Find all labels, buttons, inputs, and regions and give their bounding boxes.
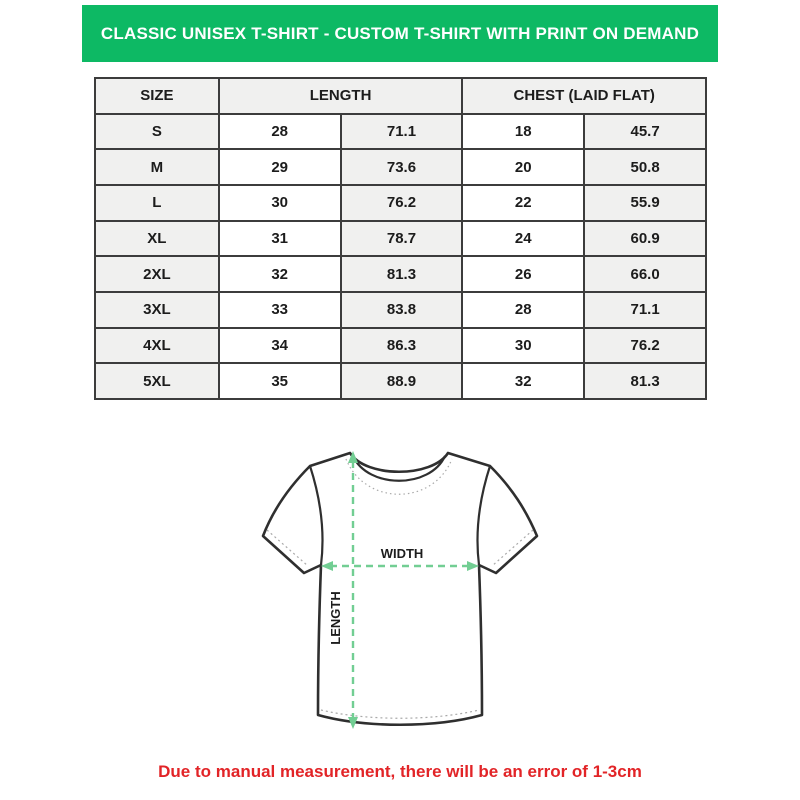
value-cell: 28 [462, 292, 584, 328]
value-cell: 30 [219, 185, 341, 221]
value-cell: 76.2 [341, 185, 463, 221]
title-banner [82, 5, 718, 62]
value-cell: 28 [219, 114, 341, 150]
value-cell: 22 [462, 185, 584, 221]
table-row [95, 185, 706, 221]
value-cell: 33 [219, 292, 341, 328]
value-cell: 50.8 [584, 149, 706, 185]
table-header-row [95, 78, 706, 114]
value-cell: 66.0 [584, 256, 706, 292]
value-cell: 34 [219, 328, 341, 364]
value-cell: 32 [219, 256, 341, 292]
table-row [95, 221, 706, 257]
size-cell: 3XL [95, 292, 219, 328]
size-cell: L [95, 185, 219, 221]
width-label: WIDTH [380, 546, 424, 561]
measurement-error-note [0, 762, 800, 782]
value-cell: 26 [462, 256, 584, 292]
value-cell: 81.3 [341, 256, 463, 292]
value-cell: 45.7 [584, 114, 706, 150]
value-cell: 81.3 [584, 363, 706, 399]
value-cell: 71.1 [584, 292, 706, 328]
size-cell: XL [95, 221, 219, 257]
tshirt-measurement-diagram [252, 448, 548, 748]
size-cell: 2XL [95, 256, 219, 292]
value-cell: 76.2 [584, 328, 706, 364]
value-cell: 29 [219, 149, 341, 185]
value-cell: 60.9 [584, 221, 706, 257]
length-label: LENGTH [328, 591, 343, 645]
table-row [95, 363, 706, 399]
table-row [95, 328, 706, 364]
value-cell: 73.6 [341, 149, 463, 185]
table-row [95, 149, 706, 185]
value-cell: 86.3 [341, 328, 463, 364]
value-cell: 78.7 [341, 221, 463, 257]
header-size: SIZE [95, 78, 219, 114]
tshirt-diagram-svg [252, 448, 548, 748]
value-cell: 83.8 [341, 292, 463, 328]
value-cell: 55.9 [584, 185, 706, 221]
header-chest: CHEST (LAID FLAT) [462, 78, 706, 114]
size-cell: M [95, 149, 219, 185]
size-cell: 5XL [95, 363, 219, 399]
size-chart-table [94, 77, 707, 400]
size-cell: S [95, 114, 219, 150]
value-cell: 32 [462, 363, 584, 399]
table-row [95, 114, 706, 150]
page-title: CLASSIC UNISEX T-SHIRT - CUSTOM T-SHIRT WITH PRINT ON DEMAND [100, 23, 700, 43]
size-cell: 4XL [95, 328, 219, 364]
value-cell: 24 [462, 221, 584, 257]
value-cell: 18 [462, 114, 584, 150]
note-text: Due to manual measurement, there will be an error of 1-3cm [158, 762, 642, 781]
table-row [95, 256, 706, 292]
value-cell: 31 [219, 221, 341, 257]
value-cell: 35 [219, 363, 341, 399]
value-cell: 30 [462, 328, 584, 364]
value-cell: 71.1 [341, 114, 463, 150]
table-row [95, 292, 706, 328]
header-length: LENGTH [219, 78, 463, 114]
value-cell: 20 [462, 149, 584, 185]
value-cell: 88.9 [341, 363, 463, 399]
